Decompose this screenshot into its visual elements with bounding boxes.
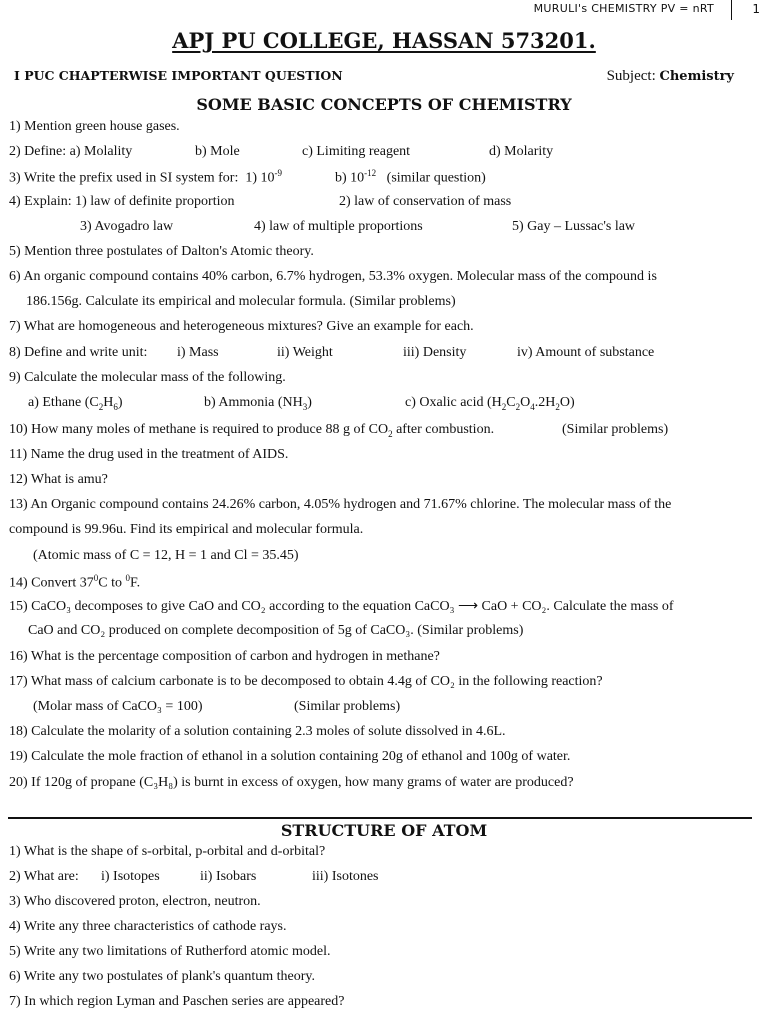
question: 3) Write the prefix used in SI system for: 1) $10^{-9}$ xyxy=(9,168,283,186)
option: b) Ammonia $(NH_3)$ xyxy=(204,395,312,412)
question: 1) Mention green house gases. xyxy=(9,119,180,134)
question: 11) Name the drug used in the treatment of AIDS. xyxy=(9,447,289,462)
running-header: MURULI's CHEMISTRY PV = nRT xyxy=(533,2,714,15)
header-divider xyxy=(731,0,732,20)
question: 9) Calculate the molecular mass of the following. xyxy=(9,370,286,385)
option: i) Mass xyxy=(177,345,219,360)
question: 7) What are homogeneous and heterogeneous mixtures? Give an example for each. xyxy=(9,319,474,334)
subtitle-row xyxy=(14,68,734,84)
question-continuation: 186.156g. Calculate its empirical and molecular formula. (Similar problems) xyxy=(26,294,456,309)
question: 20) If 120g of propane (C₃H₈) is burnt in excess of oxygen, how many grams of water are produced? xyxy=(9,775,574,790)
option: ii) Weight xyxy=(277,345,333,360)
option: c) Limiting reagent xyxy=(302,144,411,159)
option: 5) Gay – Lussac's law xyxy=(512,219,636,234)
question: 10) How many moles of methane is required to produce 88 g of $CO_2$ after combustion. xyxy=(9,422,495,439)
section-divider xyxy=(8,817,752,819)
question: 4) Explain: 1) law of definite proportion xyxy=(9,194,235,209)
question: 17) What mass of calcium carbonate is to be decomposed to obtain 4.4g of CO₂ in the following reaction? xyxy=(9,674,603,689)
option: iii) Density xyxy=(403,345,467,360)
question: 4) Write any three characteristics of cathode rays. xyxy=(9,919,287,934)
question: 16) What is the percentage composition of carbon and hydrogen in methane? xyxy=(9,649,440,664)
option: a) Ethane $(C_2H_6)$ xyxy=(28,395,123,412)
question: 5) Mention three postulates of Dalton's Atomic theory. xyxy=(9,244,314,259)
question: 12) What is amu? xyxy=(9,472,108,487)
question-note: (Similar problems) xyxy=(294,699,401,714)
subtitle: I PUC CHAPTERWISE IMPORTANT QUESTION xyxy=(14,68,343,83)
question: 1) What is the shape of s-orbital, p-orbital and d-orbital? xyxy=(9,844,326,859)
option: b) $10^{-12}$ (similar question) xyxy=(335,168,486,186)
question: 7) In which region Lyman and Paschen series are appeared? xyxy=(9,994,345,1009)
option: 3) Avogadro law xyxy=(80,219,174,234)
question-continuation: compound is 99.96u. Find its empirical and molecular formula. xyxy=(9,522,364,537)
option: iv) Amount of substance xyxy=(517,345,655,360)
option: i) Isotopes xyxy=(101,869,160,884)
question: 3) Who discovered proton, electron, neutron. xyxy=(9,894,261,909)
question: 18) Calculate the molarity of a solution containing 2.3 moles of solute dissolved in 4.6L. xyxy=(9,724,506,739)
question: 15) CaCO₃ decomposes to give CaO and CO₂ according to the equation CaCO₃ ⟶ CaO + CO₂. Calculate the mass of xyxy=(9,599,674,614)
option: ii) Isobars xyxy=(200,869,257,884)
option: d) Molarity xyxy=(489,144,554,159)
question: 2) Define: a) Molality xyxy=(9,144,133,159)
option: iii) Isotones xyxy=(312,869,379,884)
option: 4) law of multiple proportions xyxy=(254,219,423,234)
college-title: APJ PU COLLEGE, HASSAN 573201. xyxy=(172,28,596,53)
section-title-basic-concepts: SOME BASIC CONCEPTS OF CHEMISTRY xyxy=(196,95,572,114)
question: 8) Define and write unit: xyxy=(9,345,148,360)
question-continuation: (Molar mass of CaCO₃ = 100) xyxy=(33,699,203,714)
question: 6) Write any two postulates of plank's quantum theory. xyxy=(9,969,316,984)
question: 5) Write any two limitations of Rutherford atomic model. xyxy=(9,944,331,959)
question: 14) Convert $37^0C$ to $^0$F. xyxy=(9,573,141,591)
question-continuation: CaO and CO₂ produced on complete decomposition of 5g of CaCO₃. (Similar problems) xyxy=(28,623,524,638)
question: 19) Calculate the mole fraction of ethanol in a solution containing 20g of ethanol and 100g of water. xyxy=(9,749,571,764)
section-title-structure-of-atom: STRUCTURE OF ATOM xyxy=(280,821,488,840)
subject: Subject: Chemistry xyxy=(606,68,734,84)
option: c) Oxalic acid $(H_2C_2O_4.2H_2O)$ xyxy=(405,395,575,412)
question: 13) An Organic compound contains 24.26% carbon, 4.05% hydrogen and 71.67% chlorine. The molecular mass of the xyxy=(9,497,672,512)
option: b) Mole xyxy=(195,144,240,159)
question-note: (Similar problems) xyxy=(562,422,669,437)
question-continuation: (Atomic mass of C = 12, H = 1 and Cl = 35.45) xyxy=(33,548,299,563)
question: 2) What are: xyxy=(9,869,79,884)
page-number: 1 xyxy=(752,2,760,16)
question: 6) An organic compound contains 40% carbon, 6.7% hydrogen, 53.3% oxygen. Molecular mass of the compound is xyxy=(9,269,657,284)
option: 2) law of conservation of mass xyxy=(339,194,512,209)
